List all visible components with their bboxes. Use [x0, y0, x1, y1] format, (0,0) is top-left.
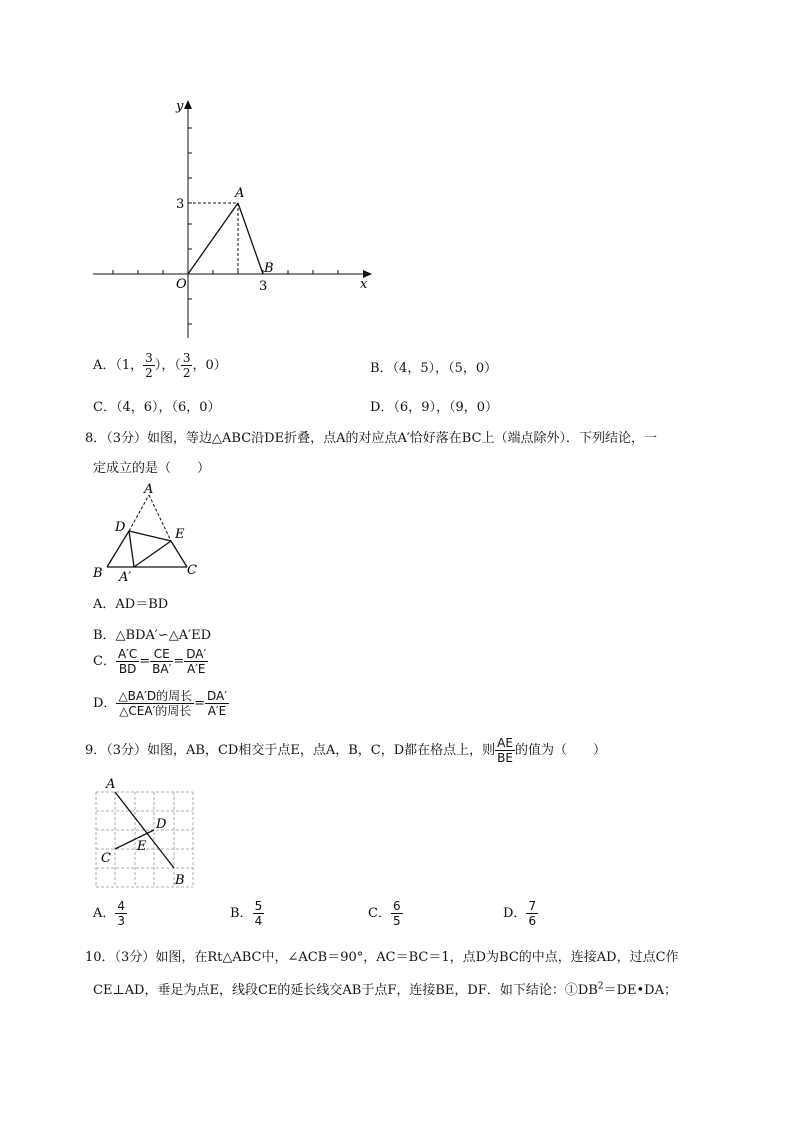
q8-stem-line2: 定成立的是（ ） — [93, 461, 211, 476]
tick-label-y3: 3 — [176, 197, 185, 212]
q9-option-d[interactable]: D． $\frac{7}{6}$ — [503, 899, 537, 928]
point-a-label: A — [106, 777, 116, 792]
point-c-label: C — [187, 563, 197, 578]
y-axis-label: y — [176, 99, 184, 114]
q8-stem-line1: 8．（3分）如图，等边△ABC沿DE折叠，点A的对应点A′恰好落在BC上（端点除外）．下列结论，一 — [85, 431, 658, 446]
fraction: $\frac{A'C}{BD}$ — [117, 647, 138, 676]
point-a-prime-label: A′ — [119, 570, 132, 583]
point-a-label: A — [235, 186, 245, 201]
x-axis-label: x — [360, 277, 368, 292]
q8-option-c[interactable]: C． $\frac{A'C}{BD}$ = $\frac{CE}{BA'}$ = $\frac{DA'}{A'E}$ — [93, 647, 207, 676]
q7-option-d[interactable]: D．（6，9），（9，0） — [370, 400, 499, 415]
fraction: $\frac{3}{2}$ — [182, 351, 191, 380]
q7-option-c[interactable]: C．（4，6），（6，0） — [93, 400, 221, 415]
segment-ab — [238, 203, 263, 274]
fraction: $\frac{CE}{BA'}$ — [152, 647, 172, 676]
q9-option-c[interactable]: C． $\frac{6}{5}$ — [368, 899, 401, 928]
fraction: $\frac{AE}{BE}$ — [497, 736, 513, 765]
tick-label-x3: 3 — [259, 279, 268, 294]
point-c-label: C — [101, 851, 111, 866]
fraction: $\frac{4}{3}$ — [117, 899, 126, 928]
fraction: $\frac{5}{4}$ — [254, 899, 263, 928]
y-axis-arrow — [184, 100, 192, 109]
segment-oa — [188, 203, 238, 274]
point-a-label: A — [144, 482, 154, 497]
fraction: $\frac{7}{6}$ — [528, 899, 537, 928]
fraction: $\frac{6}{5}$ — [392, 899, 401, 928]
q9-grid-figure — [92, 772, 197, 892]
q9-stem: 9．（3分）如图，AB，CD相交于点E，点A，B，C，D都在格点上，则 $\frac{AE}{BE}$ 的值为（ ） — [85, 736, 606, 765]
fraction: $\frac{DA'}{A'E}$ — [186, 647, 207, 676]
point-b-label: B — [264, 261, 274, 276]
q7-coordinate-graph — [85, 90, 385, 345]
origin-label: O — [176, 277, 187, 292]
segment-cd — [115, 830, 154, 849]
q8-option-a[interactable]: A．AD＝BD — [93, 597, 169, 612]
q8-triangle-figure — [85, 478, 210, 583]
point-e-label: E — [175, 527, 185, 542]
fraction: $\frac{DA'}{A'E}$ — [206, 689, 227, 718]
point-d-label: D — [156, 817, 167, 832]
q10-stem-line1: 10．（3分）如图，在Rt△ABC中，∠ACB＝90°，AC＝BC＝1，点D为BC的中点，连接AD，过点C作 — [85, 950, 679, 965]
q8-option-d[interactable]: D． $\frac{\text{△BA′D的周长}}{\text{△CEA′的周长}}$ = $\frac{DA'}{A'E}$ — [93, 689, 227, 718]
q7-option-b[interactable]: B．（4，5），（5，0） — [370, 361, 498, 376]
fraction: $\frac{3}{2}$ — [145, 351, 153, 380]
q8-option-b[interactable]: B．△BDA′∽△A′ED — [93, 628, 212, 643]
point-e-label: E — [137, 839, 147, 854]
point-d-label: D — [115, 520, 126, 535]
q9-option-b[interactable]: B． $\frac{5}{4}$ — [230, 899, 263, 928]
q7-option-a[interactable]: A．（1， $\frac{3}{2}$ ），（ $\frac{3}{2}$ ，0） — [93, 351, 227, 380]
q9-option-a[interactable]: A． $\frac{4}{3}$ — [93, 899, 126, 928]
fraction: $\frac{\text{△BA′D的周长}}{\text{△CEA′的周长}}$ — [118, 689, 193, 718]
point-b-label: B — [93, 566, 103, 581]
point-b-label: B — [175, 873, 185, 888]
q10-stem-line2: CE⊥AD，垂足为点E，线段CE的延长线交AB于点F，连接BE，DF．如下结论：$①DB^2=DE•DA$； — [93, 981, 677, 998]
